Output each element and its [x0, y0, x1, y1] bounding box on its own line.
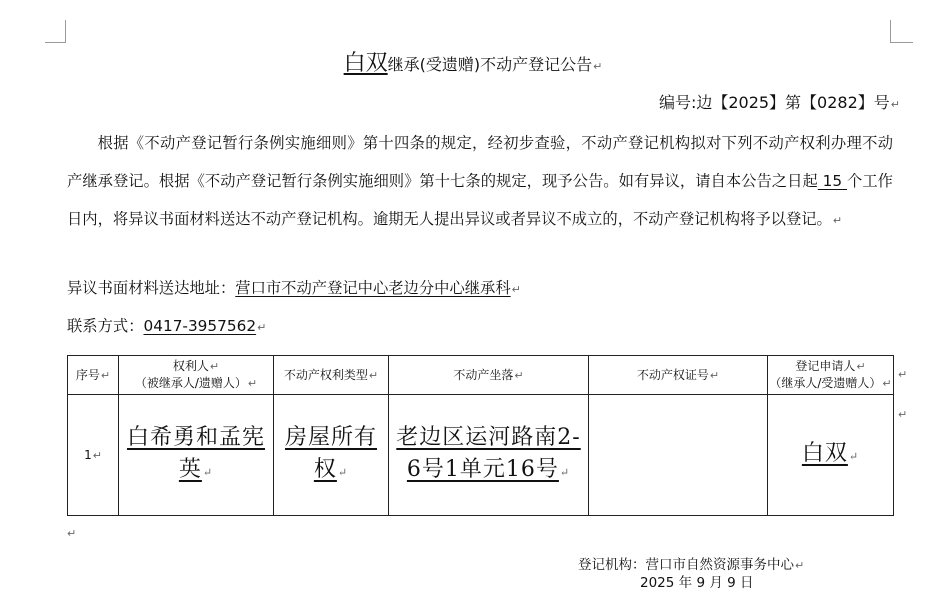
objection-days: 15: [817, 172, 848, 190]
contact-info: [67, 314, 266, 336]
header-holder: 权利人↵ （被继承人/遗赠人）↵: [119, 356, 274, 395]
address-value: 营口市不动产登记中心老边分中心继承科: [235, 279, 511, 297]
paragraph-mark-icon: ↵: [890, 98, 900, 111]
paragraph-mark-icon: ↵: [593, 60, 603, 73]
document-number: 编号:边【2025】第【0282】号↵: [658, 93, 900, 112]
cell-location: 老边区运河路南2-6号1单元16号↵: [389, 395, 589, 516]
title-applicant-name: 白双: [343, 51, 388, 76]
notice-text-after: 个工作日内，将异议书面材料送达不动产登记机构。逾期无人提出异议或者异议不成立的，不动产登记机构将予以登记。: [67, 172, 893, 228]
table-row: [68, 395, 894, 516]
table-header-row: [68, 356, 894, 395]
cell-right-type: 房屋所有权↵: [274, 395, 389, 516]
row-end-mark-icon: ↵: [898, 368, 908, 381]
header-index: 序号↵: [68, 356, 119, 395]
notice-text-before: 根据《不动产登记暂行条例实施细则》第十四条的规定，经初步查验，不动产登记机构拟对下列不动产权利办理不动产继承登记。根据《不动产登记暂行条例实施细则》第十七条的规定，现予公告。如有异议，请自本公告之日起: [67, 134, 893, 190]
crop-mark-top-right: [890, 20, 913, 43]
cell-holder: 白希勇和孟宪英↵: [119, 395, 274, 516]
title-text: 继承(受遗赠)不动产登记公告: [387, 55, 593, 74]
header-right-type: 不动产权利类型↵: [274, 356, 389, 395]
notice-paragraph: [67, 124, 893, 240]
row-end-mark-icon: ↵: [898, 408, 908, 421]
header-applicant: 登记申请人↵ （继承人/受遗赠人）↵: [768, 356, 894, 395]
notice-date: 2025 年 9 月 9 日: [640, 575, 754, 591]
header-cert-no: 不动产权证号↵: [589, 356, 768, 395]
cell-cert-no: [589, 395, 768, 516]
page-title: [0, 46, 946, 77]
paragraph-mark-icon: ↵: [832, 214, 843, 227]
header-location: 不动产坐落↵: [389, 356, 589, 395]
address-label: 异议书面材料送达地址：: [67, 279, 236, 297]
contact-label: 联系方式：: [67, 317, 144, 335]
contact-phone: 0417-3957562: [143, 317, 257, 335]
paragraph-mark-icon: ↵: [67, 527, 77, 540]
cell-applicant: 白双↵: [768, 395, 894, 516]
paragraph-mark-icon: ↵: [257, 321, 267, 334]
cell-index: 1↵: [68, 395, 119, 516]
crop-mark-top-left: [45, 20, 66, 43]
registration-table: [67, 355, 894, 516]
paragraph-mark-icon: ↵: [511, 283, 521, 296]
registration-authority: 登记机构：营口市自然资源事务中心↵: [578, 557, 805, 573]
objection-address: [67, 276, 521, 298]
